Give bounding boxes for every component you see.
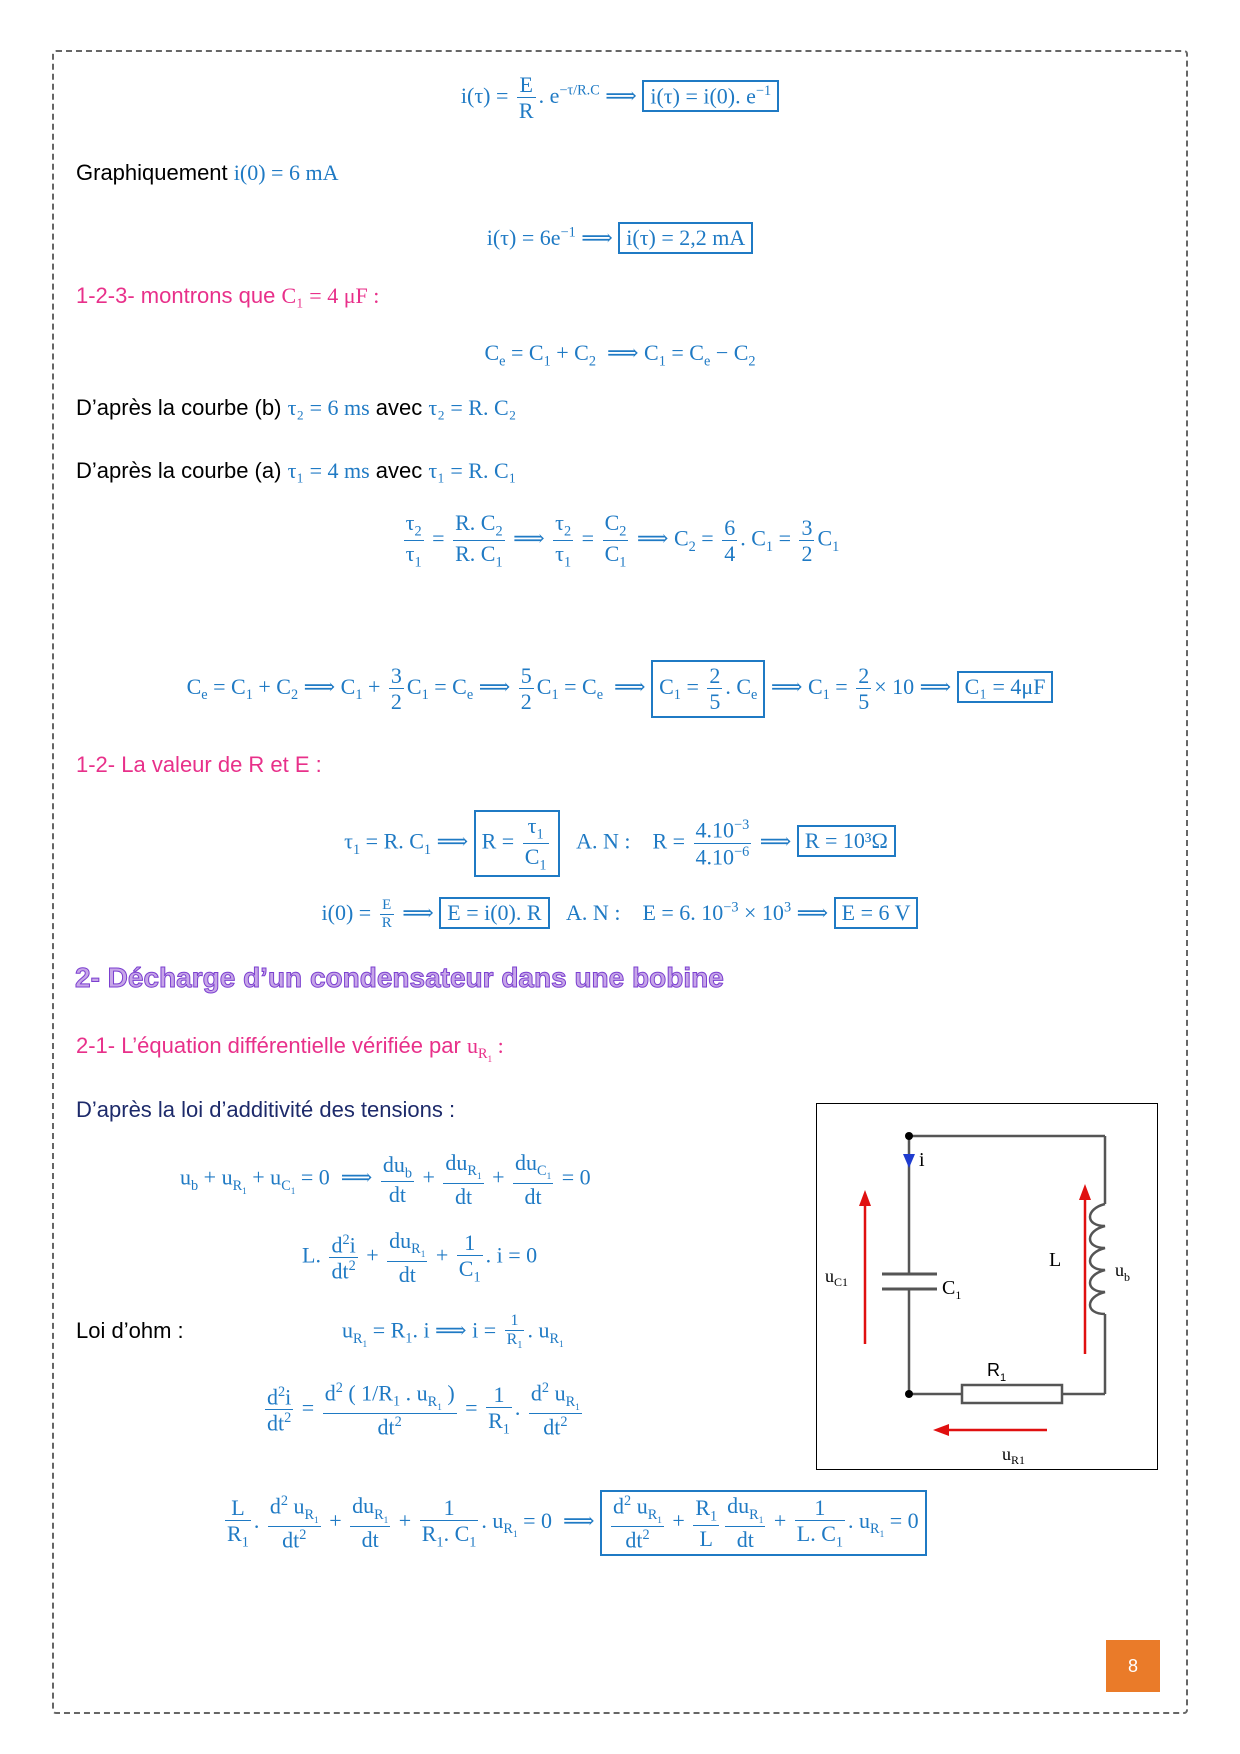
loi-ohm-label: Loi d’ohm : <box>76 1318 184 1343</box>
eq-ce: $C_e = C_1 + C_2$ ⟹ $C_1 = C_e - C_2$ <box>484 340 756 370</box>
svg-text:C1: $C_1$ <box>942 1277 962 1302</box>
additivite-text: D’après la loi d’additivité des tensions : <box>76 1097 456 1122</box>
courbe-a-line: D’après la courbe (a) τ₁ = 4 ms avec τ₁ = R. C₁ <box>76 458 517 483</box>
svg-text:L: L <box>1049 1249 1062 1271</box>
page-number: 8 <box>1106 1640 1160 1692</box>
eq-tau-ratio: $\frac{\tau_2}{\tau_1}$ = $\frac{R. C_2}{R. C_1}$ ⟹ $\frac{\tau_2}{\tau_1}$ = $\frac{C_2}{C_1}$ ⟹ $C_2$ = $\frac{6}{4}$ . $C_1$ = $\frac{3}{2}$ $C_1$ <box>405 510 840 571</box>
eq-i-tau: i(τ) = $\frac{E}{R}$ . $e^{-\tau/R.C}$ ⟹ i(τ) = i(0). $e^{-1}$ <box>0 72 1240 124</box>
eq-ohm: $u_{R_1} = R_1$. i ⟹ i = $\frac{1}{R_1}$ . $u_{R_1}$ <box>342 1312 564 1352</box>
eq-i-tau-value: $i(\tau) = 6e^{-1}$ ⟹ i(τ) = 2,2 mA <box>0 222 1240 254</box>
eq-d2i: $\frac{d^2i}{dt^2}$ = $\frac{d^2 ( 1/R_1 . u_{R_1} )}{dt^2}$ = $\frac{1}{R_1}$ . $\frac{d^2 u_{R_1}}{dt^2}$ <box>267 1380 580 1440</box>
svg-text:ub: $u_b$ <box>1115 1260 1130 1284</box>
courbe-b-line: D’après la courbe (b) τ₂ = 6 ms avec τ₂ = R. C₂ <box>76 395 517 420</box>
svg-text:uR1: $u_{R1}$ <box>1002 1444 1026 1467</box>
eq-L-d2i: L. $\frac{d^2i}{dt^2}$ + $\frac{du_{R_1}}{dt}$ + $\frac{1}{C_1}$ . i = 0 <box>302 1228 538 1287</box>
svg-text:R1: $R_1$ <box>987 1360 1007 1384</box>
svg-text:i: i <box>919 1149 925 1171</box>
eq-R: $\tau_1 = R$. $C_1$ ⟹ R = $\frac{\tau_1}{C_1}$ A. N : R = $\frac{4.10^{-3}}{4.10^{-6}}$ ⟹ R = 10³Ω <box>0 810 1240 877</box>
section-2-heading: 2- Décharge d’un condensateur dans une bobine <box>75 962 724 993</box>
inductor-coil <box>1090 1204 1105 1314</box>
graphiquement-line: Graphiquement i(0) = 6 mA <box>76 160 339 185</box>
current-arrow-icon <box>903 1154 915 1168</box>
circuit-diagram <box>816 1103 1158 1470</box>
circuit-svg <box>817 1104 1157 1469</box>
section-1-2: 1-2- La valeur de R et E : <box>76 752 322 777</box>
section-1-2-3: 1-2-3- montrons que C₁ = 4 μF : <box>76 283 380 308</box>
svg-text:uC1: $u_{C1}$ <box>825 1266 849 1289</box>
section-2-1: 2-1- L’équation différentielle vérifiée par $u_{R_1}$ : <box>76 1033 504 1066</box>
eq-c1-derivation: $C_e = C_1 + C_2$ ⟹ $C_1$ + $\frac{3}{2}$ $C_1 = C_e$ ⟹ $\frac{5}{2}$ $C_1 = C_e$ ⟹ $C_1$ = $\frac{2}{5}$ . $C_e$ ⟹ $C_1$ = $\frac{2}{5}$ × 10 ⟹ C₁ = 4μF <box>0 660 1240 718</box>
resistor <box>962 1385 1062 1403</box>
eq-E: i(0) = $\frac{E}{R}$ ⟹ E = i(0). R A. N : E = 6. $10^{-3} \times 10^3$ ⟹ E = 6 V <box>0 897 1240 933</box>
eq-final: $\frac{L}{R_1}$ . $\frac{d^2 u_{R_1}}{dt^2}$ + $\frac{du_{R_1}}{dt}$ + $\frac{1}{R_1. C_1}$ . $u_{R_1} = 0$ ⟹ $\frac{d^2 u_{R_1}}{dt^2}$ + $\frac{R_1}{L}$ $\frac{du_{R_1}}{dt}$ + $\frac{1}{L. C_1}$ . $u_{R_1} = 0$ <box>222 1490 927 1556</box>
eq-additivite: $u_b + u_{R_1} + u_{C_1} = 0$ ⟹ $\frac{du_b}{dt}$ + $\frac{du_{R_1}}{dt}$ + $\frac{du_{C_1}}{dt}$ = 0 <box>180 1150 591 1209</box>
